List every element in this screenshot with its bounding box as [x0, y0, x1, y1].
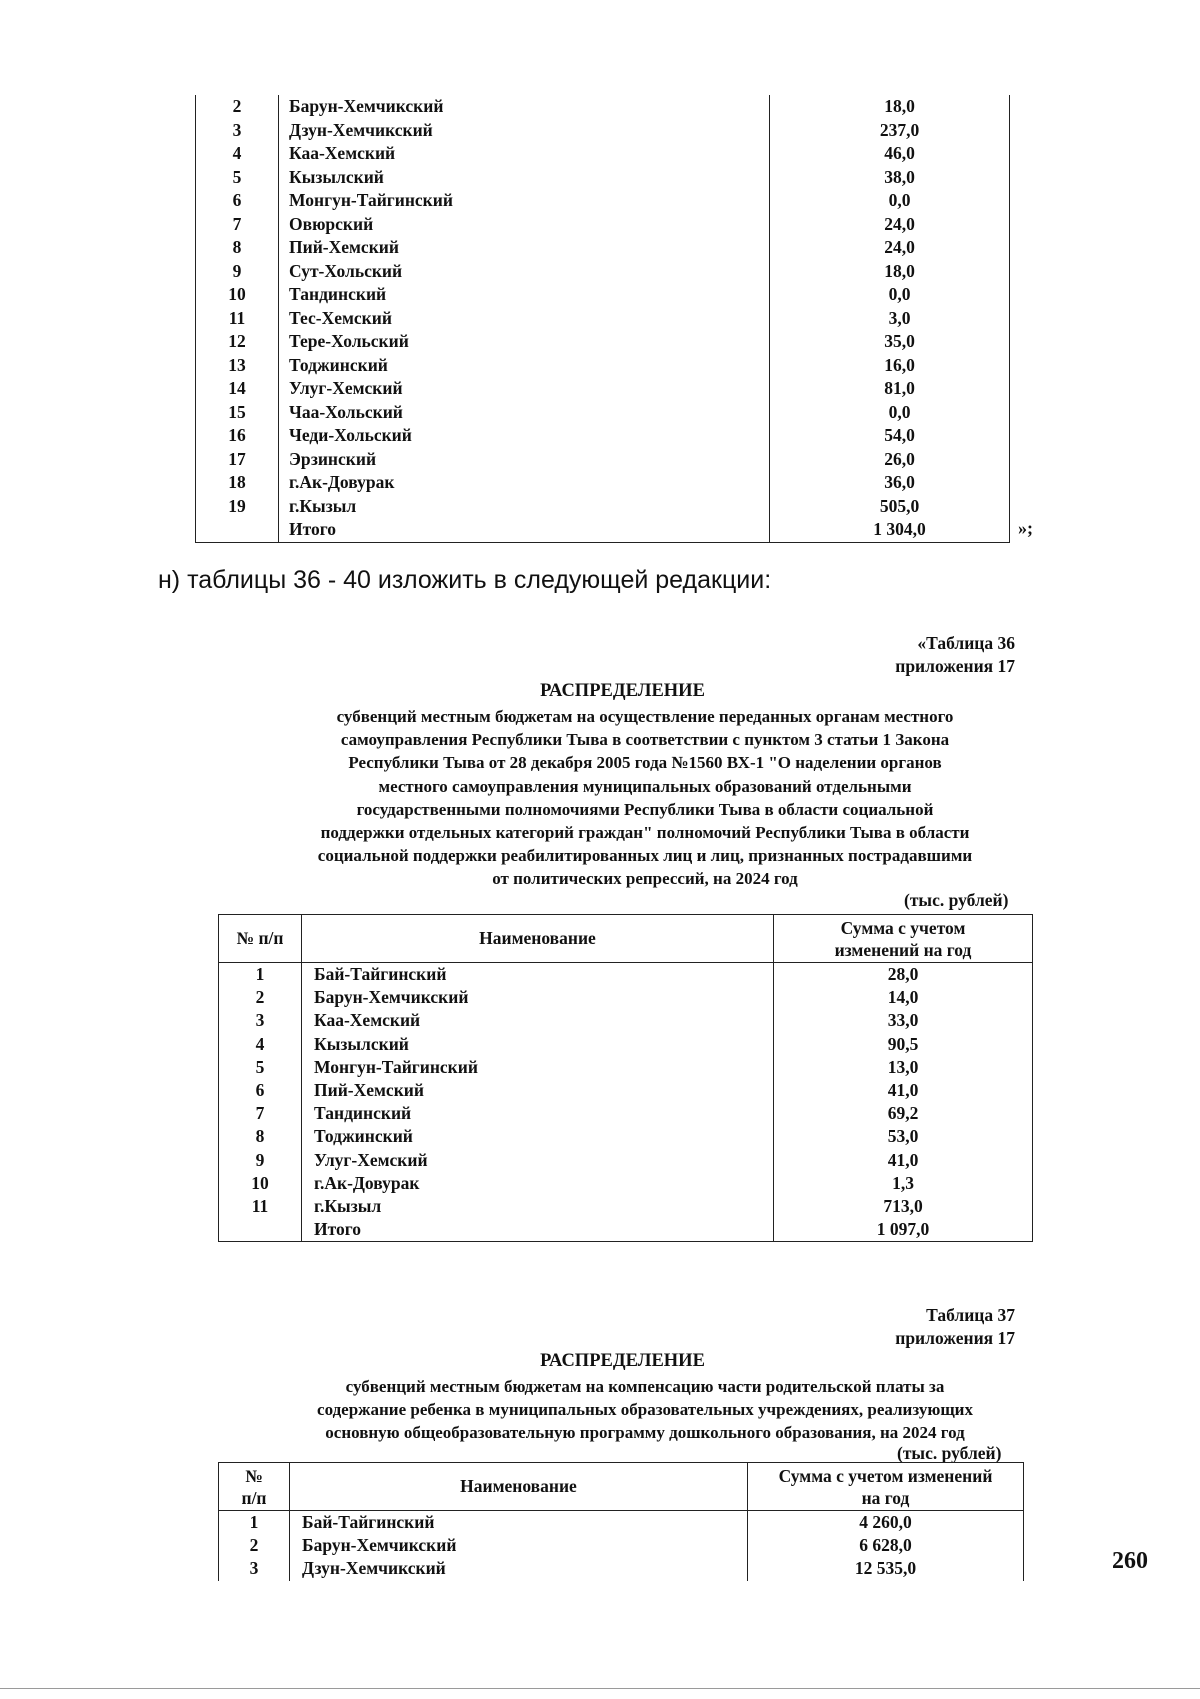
row-name: Монгун-Тайгинский: [279, 189, 770, 213]
row-value: 33,0: [774, 1009, 1033, 1032]
row-number: 2: [196, 95, 279, 119]
table36: [218, 914, 1033, 1242]
row-name: Тере-Хольский: [279, 330, 770, 354]
row-value: 41,0: [774, 1079, 1033, 1102]
row-value: 81,0: [770, 377, 1010, 401]
table-row: [196, 330, 1010, 354]
table37-label: [895, 1304, 1015, 1350]
row-name: Чаа-Хольский: [279, 401, 770, 425]
row-name: Барун-Хемчикский: [290, 1534, 748, 1557]
amendment-paragraph: н) таблицы 36 - 40 изложить в следующей редакции:: [158, 566, 772, 594]
row-number: 17: [196, 448, 279, 472]
row-name: Монгун-Тайгинский: [302, 1056, 774, 1079]
row-value: 16,0: [770, 354, 1010, 378]
table36-unit: (тыс. рублей): [904, 890, 1009, 910]
row-value: 1 097,0: [774, 1218, 1033, 1242]
row-value: 46,0: [770, 142, 1010, 166]
row-name: Сут-Хольский: [279, 260, 770, 284]
header-num-line2: п/п: [241, 1487, 267, 1508]
row-number: 7: [219, 1102, 302, 1125]
table36-label-line1: «Таблица 36: [917, 633, 1015, 653]
row-name: Барун-Хемчикский: [279, 95, 770, 119]
desc-line: государственными полномочиями Республики Тыва в области социальной: [356, 799, 934, 819]
table-row: [196, 189, 1010, 213]
row-name: Эрзинский: [279, 448, 770, 472]
row-number: 4: [219, 1033, 302, 1056]
row-number: 4: [196, 142, 279, 166]
table-row: [196, 401, 1010, 425]
row-name: Пий-Хемский: [302, 1079, 774, 1102]
row-value: 12 535,0: [748, 1557, 1024, 1580]
row-number: 10: [219, 1172, 302, 1195]
bottom-scan-line: [0, 1688, 1200, 1689]
row-value: 24,0: [770, 213, 1010, 237]
row-number: 2: [219, 986, 302, 1009]
table-row: [219, 1149, 1033, 1172]
closing-quote-mark: »;: [1018, 518, 1033, 538]
table-row: [196, 471, 1010, 495]
table-row: [196, 142, 1010, 166]
table-row: [219, 1557, 1024, 1580]
table36-label: [895, 632, 1015, 678]
header-value: [748, 1463, 1024, 1511]
row-number: 10: [196, 283, 279, 307]
row-name: Каа-Хемский: [279, 142, 770, 166]
row-number: 5: [219, 1056, 302, 1079]
header-value: [774, 915, 1033, 963]
desc-line: субвенций местным бюджетам на осуществление переданных органам местного: [336, 707, 954, 726]
row-name: Барун-Хемчикский: [302, 986, 774, 1009]
table-row: [196, 119, 1010, 143]
row-name: Бай-Тайгинский: [290, 1511, 748, 1535]
row-value: 13,0: [774, 1056, 1033, 1079]
row-name: Тандинский: [279, 283, 770, 307]
header-num-line1: №: [245, 1465, 263, 1486]
row-number: 6: [196, 189, 279, 213]
row-value: 35,0: [770, 330, 1010, 354]
table37-label-line1: Таблица 37: [926, 1305, 1015, 1325]
row-value: 90,5: [774, 1033, 1033, 1056]
row-value: 18,0: [770, 260, 1010, 284]
table-row: [196, 166, 1010, 190]
table36-description: [215, 705, 1075, 891]
header-num: № п/п: [219, 915, 302, 963]
row-value: 1,3: [774, 1172, 1033, 1195]
row-number: 2: [219, 1534, 290, 1557]
header-value-line2: изменений на год: [834, 939, 972, 960]
table-row: [196, 260, 1010, 284]
row-value: 0,0: [770, 189, 1010, 213]
table-row: [196, 424, 1010, 448]
row-name: Дзун-Хемчикский: [279, 119, 770, 143]
desc-line: основную общеобразовательную программу дошкольного образования, на 2024 год: [325, 1423, 965, 1443]
row-value: 53,0: [774, 1125, 1033, 1148]
row-number: 7: [196, 213, 279, 237]
row-value: 54,0: [770, 424, 1010, 448]
table-row: [196, 213, 1010, 237]
row-name: Итого: [279, 518, 770, 542]
row-value: 69,2: [774, 1102, 1033, 1125]
row-number: 9: [219, 1149, 302, 1172]
table37-unit: (тыс. рублей): [897, 1443, 1002, 1463]
row-number: 15: [196, 401, 279, 425]
row-number: 3: [219, 1009, 302, 1032]
row-name: Тоджинский: [279, 354, 770, 378]
row-name: Пий-Хемский: [279, 236, 770, 260]
table-row: [196, 283, 1010, 307]
row-value: 36,0: [770, 471, 1010, 495]
row-number: 6: [219, 1079, 302, 1102]
row-value: 18,0: [770, 95, 1010, 119]
table-row: [196, 377, 1010, 401]
table-row: [219, 986, 1033, 1009]
row-name: Улуг-Хемский: [302, 1149, 774, 1172]
table-row: [219, 1218, 1033, 1242]
table-row: [219, 1102, 1033, 1125]
row-number: 14: [196, 377, 279, 401]
row-name: Улуг-Хемский: [279, 377, 770, 401]
table-row: [196, 448, 1010, 472]
row-value: 237,0: [770, 119, 1010, 143]
table37-label-line2: приложения 17: [895, 1328, 1015, 1348]
row-name: Тандинский: [302, 1102, 774, 1125]
row-value: 1 304,0: [770, 518, 1010, 542]
desc-line: содержание ребенка в муниципальных образовательных учреждениях, реализующих: [317, 1400, 973, 1420]
row-value: 0,0: [770, 401, 1010, 425]
row-number: 1: [219, 1511, 290, 1535]
row-value: 38,0: [770, 166, 1010, 190]
row-name: Тоджинский: [302, 1125, 774, 1148]
row-number: 13: [196, 354, 279, 378]
row-number: 8: [196, 236, 279, 260]
table-row: [196, 354, 1010, 378]
row-number: 3: [219, 1557, 290, 1580]
desc-line: от политических репрессий, на 2024 год: [492, 869, 798, 889]
table36-label-line2: приложения 17: [895, 656, 1015, 676]
row-number: 16: [196, 424, 279, 448]
row-number: 3: [196, 119, 279, 143]
row-value: 713,0: [774, 1195, 1033, 1218]
table-row: [219, 1033, 1033, 1056]
row-value: 0,0: [770, 283, 1010, 307]
row-name: Тес-Хемский: [279, 307, 770, 331]
desc-line: субвенций местным бюджетам на компенсацию части родительской платы за: [345, 1377, 945, 1396]
continuation-table: [195, 95, 1010, 543]
row-value: 28,0: [774, 963, 1033, 987]
row-number: [219, 1218, 302, 1242]
page-number: 260: [1112, 1548, 1148, 1574]
row-number: 8: [219, 1125, 302, 1148]
row-name: Чеди-Хольский: [279, 424, 770, 448]
desc-line: социальной поддержки реабилитированных лиц и лиц, признанных пострадавшими: [317, 846, 973, 866]
row-number: 1: [219, 963, 302, 987]
header-name: Наименование: [302, 915, 774, 963]
table-row: [219, 1056, 1033, 1079]
desc-line: самоуправления Республики Тыва в соответствии с пунктом 3 статьи 1 Закона: [340, 730, 950, 750]
table37: [218, 1462, 1024, 1581]
row-name: Бай-Тайгинский: [302, 963, 774, 987]
table37-heading: РАСПРЕДЕЛЕНИЕ: [540, 1351, 705, 1371]
row-value: 14,0: [774, 986, 1033, 1009]
row-value: 6 628,0: [748, 1534, 1024, 1557]
row-name: Итого: [302, 1218, 774, 1242]
header-name: Наименование: [290, 1463, 748, 1511]
table-row: [219, 1009, 1033, 1032]
row-value: 41,0: [774, 1149, 1033, 1172]
table-row: [219, 1195, 1033, 1218]
row-name: Дзун-Хемчикский: [290, 1557, 748, 1580]
row-value: 3,0: [770, 307, 1010, 331]
header-value-line1: Сумма с учетом: [840, 917, 966, 938]
table-row: [219, 1511, 1024, 1535]
header-value-line1: Сумма с учетом изменений: [778, 1465, 993, 1486]
row-number: 12: [196, 330, 279, 354]
desc-line: Республики Тыва от 28 декабря 2005 года №1560 ВХ-1 "О наделении органов: [348, 753, 942, 773]
table-row: [219, 1172, 1033, 1195]
row-name: г.Кызыл: [279, 495, 770, 519]
row-number: 19: [196, 495, 279, 519]
header-value-line2: на год: [861, 1487, 910, 1508]
table-row: [196, 95, 1010, 119]
row-name: Каа-Хемский: [302, 1009, 774, 1032]
row-value: 24,0: [770, 236, 1010, 260]
table-row: [219, 1079, 1033, 1102]
table-row: [196, 236, 1010, 260]
row-number: 18: [196, 471, 279, 495]
row-number: 5: [196, 166, 279, 190]
row-value: 505,0: [770, 495, 1010, 519]
row-number: 11: [219, 1195, 302, 1218]
row-value: 4 260,0: [748, 1511, 1024, 1535]
row-name: Овюрский: [279, 213, 770, 237]
row-name: г.Ак-Довурак: [302, 1172, 774, 1195]
table36-heading: РАСПРЕДЕЛЕНИЕ: [540, 681, 705, 701]
table-row: [196, 518, 1010, 542]
table-row: [219, 1534, 1024, 1557]
row-number: 9: [196, 260, 279, 284]
row-value: 26,0: [770, 448, 1010, 472]
header-num: [219, 1463, 290, 1511]
row-number: 11: [196, 307, 279, 331]
table37-description: [215, 1375, 1075, 1445]
desc-line: поддержки отдельных категорий граждан" полномочий Республики Тыва в области: [320, 823, 970, 843]
table-row: [219, 963, 1033, 987]
row-number: [196, 518, 279, 542]
row-name: Кызылский: [302, 1033, 774, 1056]
row-name: г.Ак-Довурак: [279, 471, 770, 495]
table-row: [196, 495, 1010, 519]
table-row: [196, 307, 1010, 331]
row-name: г.Кызыл: [302, 1195, 774, 1218]
row-name: Кызылский: [279, 166, 770, 190]
desc-line: местного самоуправления муниципальных образований отдельными: [378, 776, 912, 796]
table-row: [219, 1125, 1033, 1148]
